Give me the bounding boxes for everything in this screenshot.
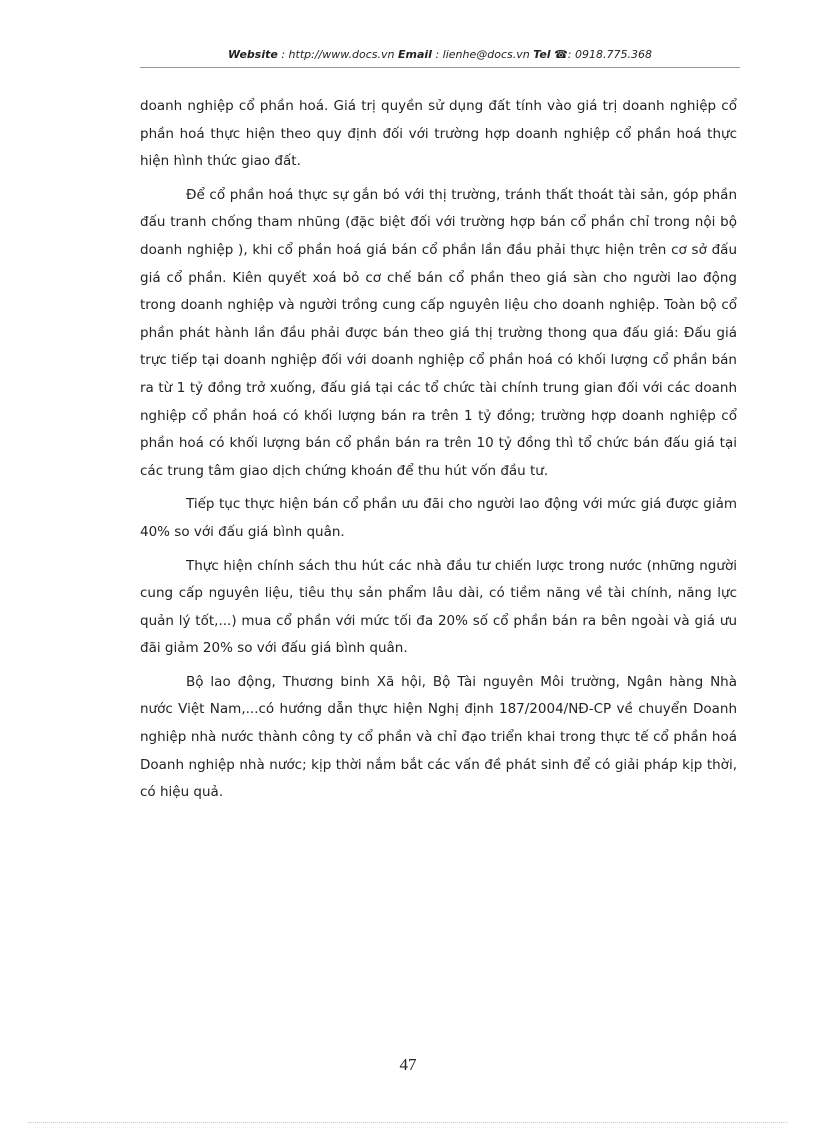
header-divider: [140, 67, 740, 68]
email-value: : lienhe@docs.vn: [431, 48, 534, 61]
tel-value: : 0918.775.368: [567, 48, 652, 61]
tel-label: Tel: [533, 48, 551, 61]
page-header: [140, 48, 740, 61]
email-label: Email: [398, 48, 432, 61]
paragraph: Để cổ phần hoá thực sự gắn bó với thị trường, tránh thất thoát tài sản, góp phần đấu tranh chống tham nhũng (đặc biệt đối với trường hợp bán cổ phần chỉ trong nội bộ doanh nghiệp ), khi cổ phần hoá giá bán cổ phần lần đầu phải thực hiện trên cơ sở đấu giá cổ phần. Kiên quyết xoá bỏ cơ chế bán cổ phần theo giá sàn cho người lao động trong doanh nghiệp và người trồng cung cấp nguyên liệu cho doanh nghiệp. Toàn bộ cổ phần phát hành lần đầu phải được bán theo giá thị trường thong qua đấu giá: Đấu giá trực tiếp tại doanh nghiệp đối với doanh nghiệp cổ phần hoá có khối lượng cổ phần bán ra từ 1 tỷ đồng trở xuống, đấu giá tại các tổ chức tài chính trung gian đối với các doanh nghiệp cổ phần hoá có khối lượng bán ra trên 1 tỷ đồng; trường hợp doanh nghiệp cổ phần hoá có khối lượng bán cổ phần bán ra trên 10 tỷ đồng thì tổ chức bán đấu giá tại các trung tâm giao dịch chứng khoán để thu hút vốn đầu tư.: [140, 186, 737, 479]
phone-icon: ☎: [554, 48, 568, 61]
paragraph: Thực hiện chính sách thu hút các nhà đầu tư chiến lược trong nước (những người cung cấp nguyên liệu, tiêu thụ sản phẩm lâu dài, có tiềm năng về tài chính, năng lực quản lý tốt,...) mua cổ phần với mức tối đa 20% số cổ phần bán ra bên ngoài và giá ưu đãi giảm 20% so với đấu giá bình quân.: [140, 557, 737, 657]
website-value: : http://www.docs.vn: [277, 48, 399, 61]
paragraph: Bộ lao động, Thương binh Xã hội, Bộ Tài nguyên Môi trường, Ngân hàng Nhà nước Việt Nam,...có hướng dẫn thực hiện Nghị định 187/2004/NĐ-CP về chuyển Doanh nghiệp nhà nước thành công ty cổ phần và chỉ đạo triển khai trong thực tế cổ phần hoá Doanh nghiệp nhà nước; kịp thời nắm bắt các vấn đề phát sinh để có giải pháp kịp thời, có hiệu quả.: [140, 673, 737, 801]
website-label: Website: [228, 48, 278, 61]
document-body: [140, 93, 737, 813]
page-number: 47: [399, 1055, 417, 1074]
paragraph: doanh nghiệp cổ phần hoá. Giá trị quyền sử dụng đất tính vào giá trị doanh nghiệp cổ phần hoá thực hiện theo quy định đối với trường hợp doanh nghiệp cổ phần hoá thực hiện hình thức giao đất.: [140, 98, 737, 170]
paragraph: Tiếp tục thực hiện bán cổ phần ưu đãi cho người lao động với mức giá được giảm 40% so với đấu giá bình quân.: [140, 496, 737, 540]
